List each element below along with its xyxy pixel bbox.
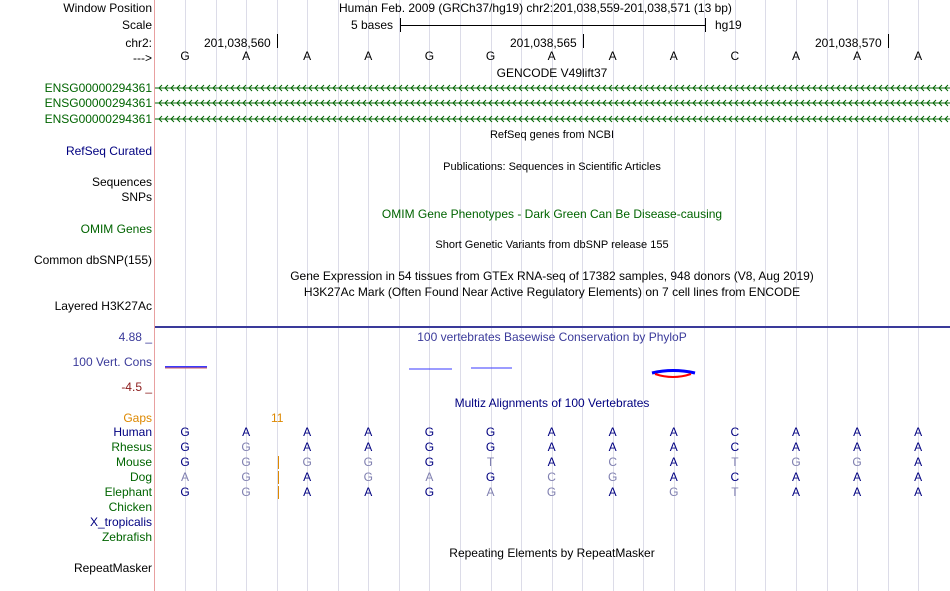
alignment-base: A [669, 440, 678, 454]
chrom-label: chr2: [125, 36, 152, 50]
alignment-base: G [791, 455, 801, 469]
alignment-base: A [364, 485, 373, 499]
alignment-base: C [730, 440, 740, 454]
species-label[interactable]: Mouse [115, 455, 152, 469]
alignment-base: A [853, 425, 862, 439]
cons-track-title[interactable]: 100 vertebrates Basewise Conservation by PhyloP [417, 330, 687, 344]
alignment-base: A [364, 440, 373, 454]
alignment-base: G [302, 455, 312, 469]
reference-base: A [853, 49, 862, 63]
alignment-base: A [608, 485, 617, 499]
alignment-base: G [363, 455, 373, 469]
alignment-base: A [303, 425, 312, 439]
alignment-base: G [241, 455, 251, 469]
scale-assembly: hg19 [715, 18, 742, 32]
alignment-base: A [486, 485, 495, 499]
omim-track-title[interactable]: OMIM Gene Phenotypes - Dark Green Can Be Disease-causing [381, 207, 723, 221]
gencode-strand-arrows [155, 116, 950, 122]
sequences-track-label[interactable]: Sequences [91, 175, 152, 189]
reference-base: A [914, 49, 923, 63]
species-label[interactable]: Human [113, 425, 152, 439]
alignment-base: A [791, 440, 800, 454]
reference-base: C [730, 49, 740, 63]
window-position-value: Human Feb. 2009 (GRCh37/hg19) chr2:201,038,559-201,038,571 (13 bp) [339, 1, 732, 15]
alignment-base: A [547, 425, 556, 439]
pubs-track-title[interactable]: Publications: Sequences in Scientific Articles [443, 161, 661, 173]
gencode-item-label-1[interactable]: ENSG00000294361 [44, 81, 152, 95]
alignment-base: A [914, 455, 923, 469]
alignment-base: G [485, 440, 496, 454]
species-label[interactable]: Rhesus [111, 440, 152, 454]
gtex-track-title[interactable]: Gene Expression in 54 tissues from GTEx RNA-seq of 17382 samples, 948 donors (V8, Aug 2019) [290, 269, 814, 283]
species-label[interactable]: Chicken [108, 500, 152, 514]
gap-mark [278, 471, 279, 484]
alignment-base: G [608, 470, 618, 484]
alignment-base: C [608, 455, 618, 469]
alignment-base: C [547, 470, 556, 484]
refseq-track-title[interactable]: RefSeq genes from NCBI [489, 129, 615, 141]
dbsnp-track-label[interactable]: Common dbSNP(155) [33, 253, 152, 267]
reference-base: A [303, 49, 312, 63]
alignment-base: G [485, 470, 496, 484]
strand-arrow-label: ---> [133, 51, 152, 65]
reference-base: A [791, 49, 800, 63]
alignment-base: A [669, 470, 678, 484]
cons-min-value: -4.5 _ [121, 380, 152, 394]
alignment-base: A [547, 455, 556, 469]
repeat-track-title[interactable]: Repeating Elements by RepeatMasker [449, 546, 655, 560]
alignment-base: A [608, 440, 617, 454]
reference-base: A [242, 49, 251, 63]
alignment-base: A [853, 485, 862, 499]
position-tick [277, 34, 278, 48]
cons-signal-segment [655, 374, 691, 377]
cons-track-label[interactable]: 100 Vert. Cons [72, 355, 152, 369]
alignment-base: G [424, 485, 435, 499]
gaps-value: 11 [271, 411, 284, 425]
alignment-base: G [852, 455, 862, 469]
alignment-base: A [791, 470, 800, 484]
alignment-base: G [669, 485, 679, 499]
alignment-base: T [731, 455, 739, 469]
alignment-base: T [486, 455, 495, 469]
gencode-item-label-2[interactable]: ENSG00000294361 [44, 96, 152, 110]
gencode-track-title[interactable]: GENCODE V49lift37 [496, 66, 608, 80]
gencode-strand-arrows [155, 85, 950, 91]
alignment-base: A [853, 470, 862, 484]
alignment-base: A [303, 485, 312, 499]
reference-base: G [180, 49, 190, 63]
alignment-base: A [914, 425, 923, 439]
alignment-base: A [242, 425, 251, 439]
refseq-track-label[interactable]: RefSeq Curated [65, 144, 152, 158]
alignment-base: A [364, 425, 373, 439]
species-label[interactable]: Zebrafish [101, 530, 152, 544]
gaps-label[interactable]: Gaps [123, 411, 152, 425]
alignment-base: G [546, 485, 557, 499]
snps-track-label[interactable]: SNPs [121, 190, 152, 204]
alignment-base: A [853, 440, 862, 454]
alignment-base: A [669, 425, 678, 439]
alignment-base: G [424, 455, 435, 469]
alignment-base: A [669, 455, 678, 469]
gap-mark [278, 486, 279, 499]
multiz-track-title[interactable]: Multiz Alignments of 100 Vertebrates [454, 396, 650, 410]
repeatmasker-track-label[interactable]: RepeatMasker [73, 561, 152, 575]
gencode-strand-arrows [155, 100, 950, 106]
gencode-gene-line[interactable] [155, 115, 950, 123]
alignment-base: A [608, 425, 617, 439]
cons-max-value: 4.88 _ [118, 330, 152, 344]
alignment-base: G [180, 440, 190, 454]
alignment-base: A [547, 440, 556, 454]
alignment-base: A [180, 470, 189, 484]
alignment-base: G [180, 425, 190, 439]
reference-base: A [547, 49, 556, 63]
h3k27ac-track-title[interactable]: H3K27Ac Mark (Often Found Near Active Regulatory Elements) on 7 cell lines from ENCODE [303, 285, 801, 299]
alignment-base: G [241, 470, 251, 484]
omim-track-label[interactable]: OMIM Genes [80, 222, 152, 236]
species-label[interactable]: Dog [129, 470, 152, 484]
alignment-base: G [485, 425, 496, 439]
position-tick [888, 34, 889, 48]
position-tick [583, 34, 584, 48]
species-label[interactable]: X_tropicalis [89, 515, 152, 529]
position-tick-label: 201,038,570 [815, 36, 882, 50]
alignment-base: A [303, 470, 312, 484]
alignment-base: A [914, 485, 923, 499]
alignment-base: T [731, 485, 739, 499]
scale-bar-line [400, 25, 706, 26]
alignment-base: G [180, 485, 190, 499]
reference-base: A [608, 49, 617, 63]
gencode-gene-line[interactable] [155, 84, 950, 92]
reference-base: G [485, 49, 496, 63]
alignment-base: G [241, 440, 251, 454]
reference-base: G [424, 49, 435, 63]
alignment-base: G [180, 455, 190, 469]
alignment-base: G [424, 425, 435, 439]
track-label-column [0, 0, 154, 591]
cons-signal-segment [652, 371, 695, 374]
alignment-base: A [303, 440, 312, 454]
h3k27ac-track-label[interactable]: Layered H3K27Ac [54, 299, 152, 313]
alignment-base: G [363, 470, 373, 484]
scale-value: 5 bases [351, 18, 394, 32]
alignment-base: C [730, 470, 740, 484]
alignment-base: A [791, 425, 800, 439]
position-tick-label: 201,038,560 [204, 36, 271, 50]
reference-base: A [364, 49, 373, 63]
alignment-base: G [241, 485, 251, 499]
gencode-item-label-3[interactable]: ENSG00000294361 [44, 112, 152, 126]
window-position-label: Window Position [63, 1, 152, 15]
scale-bar-tick-right [705, 18, 706, 32]
cons-signal-plot[interactable] [155, 360, 950, 385]
scale-bar-tick-left [400, 18, 401, 32]
alignment-base: A [791, 485, 800, 499]
gap-mark [278, 456, 279, 469]
position-tick-label: 201,038,565 [510, 36, 577, 50]
scale-label: Scale [121, 18, 152, 32]
reference-base: A [669, 49, 678, 63]
alignment-base: G [424, 440, 435, 454]
dbsnp-track-title[interactable]: Short Genetic Variants from dbSNP release 155 [435, 239, 669, 251]
alignment-base: A [914, 440, 923, 454]
alignment-base: A [914, 470, 923, 484]
alignment-base: A [425, 470, 434, 484]
alignment-base: C [730, 425, 740, 439]
gencode-gene-line[interactable] [155, 99, 950, 107]
species-label[interactable]: Elephant [104, 485, 152, 499]
cons-track-top-border [155, 326, 950, 328]
